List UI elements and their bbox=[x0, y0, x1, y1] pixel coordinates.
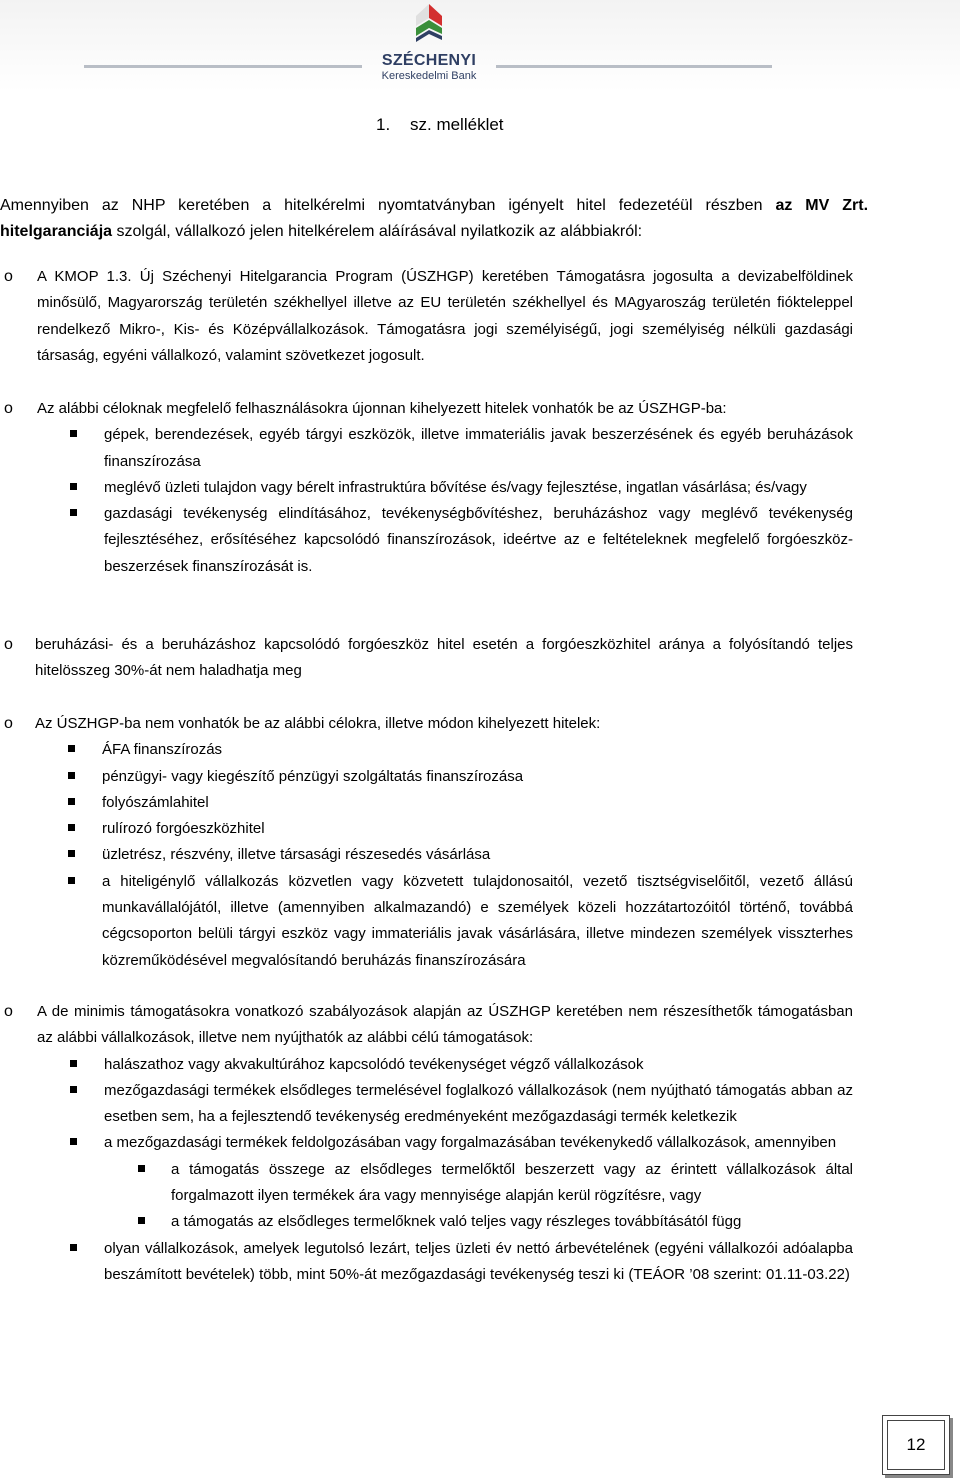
bullet-text: halászathoz vagy akvakultúrához kapcsolódó tevékenységet végző vállalkozások bbox=[104, 1055, 644, 1073]
square-bullet-icon bbox=[68, 745, 75, 752]
square-bullet-icon bbox=[68, 877, 75, 884]
bullet-item bbox=[104, 1236, 853, 1289]
bullet-text: pénzügyi- vagy kiegészítő pénzügyi szolgáltatás finanszírozása bbox=[102, 767, 524, 785]
list-item-marker: o bbox=[4, 268, 13, 285]
square-bullet-icon bbox=[70, 1086, 77, 1093]
header-rule-right bbox=[496, 65, 772, 68]
intro-text-1: Amennyiben az NHP keretében a hitelkérelmi nyomtatványban igényelt hitel fedezetéül részben bbox=[0, 197, 776, 214]
list-item-text: Az ÚSZHGP-ba nem vonhatók be az alábbi célokra, illetve módon kihelyezett hitelek: bbox=[35, 715, 601, 732]
square-bullet-icon bbox=[138, 1217, 145, 1224]
list-item-text: A KMOP 1.3. Új Széchenyi Hitelgarancia Program (ÚSZHGP) keretében Támogatásra jogosulta a devizabelföldinek minősülő, Magyarország területén székhellyel illetve az EU területén székhellyel és MAgyaroszág területén fiókteleppel rendelkező Mikro-, Kis- és Középvállalkozások. Támogatásra jogi személyiségű, jogi személyiség nélküli gazdasági társaság, egyéni vállalkozó, valamint szövetkezet jogosult. bbox=[37, 268, 853, 364]
bullet-text: gazdasági tevékenység elindításához, tevékenységbővítéshez, beruházáshoz vagy meglévő tevékenység fejlesztéséhez, erősítéséhez kapcsolódó finanszírozások, ideértve az e feltételeknek megfelelő forgóeszköz-beszerzések finanszírozását is. bbox=[104, 505, 853, 575]
bullet-item bbox=[104, 422, 853, 475]
sub-bullet-text: a támogatás összege az elsődleges termelőktől beszerzett vagy az érintett vállalkozások által forgalmazott ilyen termékek ára vagy mennyisége alapján kerül rögzítésre, vagy bbox=[171, 1160, 853, 1205]
square-bullet-icon bbox=[68, 798, 75, 805]
square-bullet-icon bbox=[68, 850, 75, 857]
page-number-box bbox=[882, 1415, 950, 1475]
bullet-text: üzletrész, részvény, illetve társasági részesedés vásárlása bbox=[102, 846, 491, 864]
square-bullet-icon bbox=[68, 824, 75, 831]
page-title bbox=[376, 115, 504, 135]
logo-subtitle: Kereskedelmi Bank bbox=[381, 70, 477, 82]
bullet-text: olyan vállalkozások, amelyek legutolsó lezárt, teljes üzleti év nettó árbevételének (egyéni vállalkozói adóalapba beszámított bevételek) több, mint 50%-át mezőgazdasági tevékenység teszi ki (TEÁOR ’08 szerint: 01.11-03.22) bbox=[104, 1239, 853, 1283]
szechenyi-bank-logo bbox=[362, 4, 496, 88]
bullet-text: meglévő üzleti tulajdon vagy bérelt infrastruktúra bővítése és/vagy fejlesztése, ingatlan vásárlása; és/vagy bbox=[104, 478, 807, 496]
bullet-item bbox=[104, 501, 853, 580]
bullet-text: a mezőgazdasági termékek feldolgozásában vagy forgalmazásában tevékenykedő vállalkozások, amennyiben bbox=[104, 1134, 837, 1152]
header-rule-left bbox=[84, 65, 362, 68]
logo-name: SZÉCHENYI bbox=[381, 52, 477, 69]
sub-bullet-text: a támogatás az elsődleges termelőknek való teljes vagy részleges továbbításától függ bbox=[171, 1213, 742, 1231]
sub-bullet-item bbox=[171, 1209, 853, 1235]
list-item-text: A de minimis támogatásokra vonatkozó szabályozások alapján az ÚSZHGP keretében nem részesíthetők támogatásban az alábbi vállalkozások, illetve nem nyújthatók az alábbi célú támogatások: bbox=[37, 1003, 853, 1047]
square-bullet-icon bbox=[70, 1244, 77, 1251]
list-item-marker: o bbox=[4, 636, 13, 653]
flag-emblem-icon bbox=[412, 4, 446, 48]
title-number: 1. bbox=[376, 115, 391, 134]
square-bullet-icon bbox=[68, 772, 75, 779]
list-item-marker: o bbox=[4, 715, 13, 732]
square-bullet-icon bbox=[70, 509, 77, 516]
page-header bbox=[0, 0, 960, 92]
square-bullet-icon bbox=[70, 430, 77, 437]
bullet-item bbox=[102, 816, 853, 842]
bullet-item bbox=[102, 869, 853, 974]
list-item-text: beruházási- és a beruházáshoz kapcsolódó forgóeszköz hitel esetén a forgóeszközhitel aránya a folyósítandó teljes hitelösszeg 30%-át nem haladhatja meg bbox=[35, 636, 853, 680]
square-bullet-icon bbox=[70, 483, 77, 490]
bullet-item bbox=[102, 790, 853, 816]
intro-bold-text: az MV Zrt. hitelgaranciája bbox=[0, 197, 869, 240]
square-bullet-icon bbox=[70, 1060, 77, 1067]
square-bullet-icon bbox=[138, 1165, 145, 1172]
bullet-text: ÁFA finanszírozás bbox=[102, 741, 223, 759]
bullet-item bbox=[102, 764, 853, 790]
bullet-item bbox=[104, 475, 853, 501]
page-number: 12 bbox=[906, 1435, 926, 1454]
intro-text-2: szolgál, vállalkozó jelen hitelkérelem aláírásával nyilatkozik az alábbiakról: bbox=[112, 223, 643, 240]
list-item-marker: o bbox=[4, 1003, 13, 1020]
bullet-text: gépek, berendezések, egyéb tárgyi eszközök, illetve immateriális javak beszerzésének és egyéb beruházások finanszírozása bbox=[104, 426, 853, 470]
bullet-item bbox=[104, 1078, 853, 1131]
bullet-item bbox=[104, 1052, 853, 1078]
sub-bullet-item bbox=[171, 1157, 853, 1210]
bullet-item bbox=[104, 1130, 853, 1156]
square-bullet-icon bbox=[70, 1138, 77, 1145]
bullet-item bbox=[102, 737, 853, 763]
bullet-text: folyószámlahitel bbox=[102, 793, 209, 811]
bullet-text: mezőgazdasági termékek elsődleges termelésével foglalkozó vállalkozások (nem nyújtható támogatás abban az esetben sem, ha a fejlesztendő tevékenység eredményeként mezőgazdasági termék keletkezik bbox=[104, 1081, 853, 1126]
bullet-text: a hiteligénylő vállalkozás közvetlen vagy közvetett tulajdonosaitól, vezető tisztségviselőitől, vezető állású munkavállalójától, illetve (amennyiben alkalmazandó) e személyek közeli hozzátartozóitól történő, továbbá cégcsoporton belüli tárgyi eszköz vagy immateriális javak vásárlására, illetve mindezen személyek visszterhes közreműködésével megvalósítandó beruházás finanszírozására bbox=[102, 872, 853, 969]
bullet-text: rulírozó forgóeszközhitel bbox=[102, 820, 265, 838]
bullet-item bbox=[102, 842, 853, 868]
list-item-text: Az alábbi céloknak megfelelő felhasználásokra újonnan kihelyezett hitelek vonhatók be az ÚSZHGP-ba: bbox=[37, 400, 727, 417]
list-item-marker: o bbox=[4, 400, 13, 417]
title-text: sz. melléklet bbox=[410, 115, 504, 134]
intro-paragraph bbox=[0, 193, 868, 245]
